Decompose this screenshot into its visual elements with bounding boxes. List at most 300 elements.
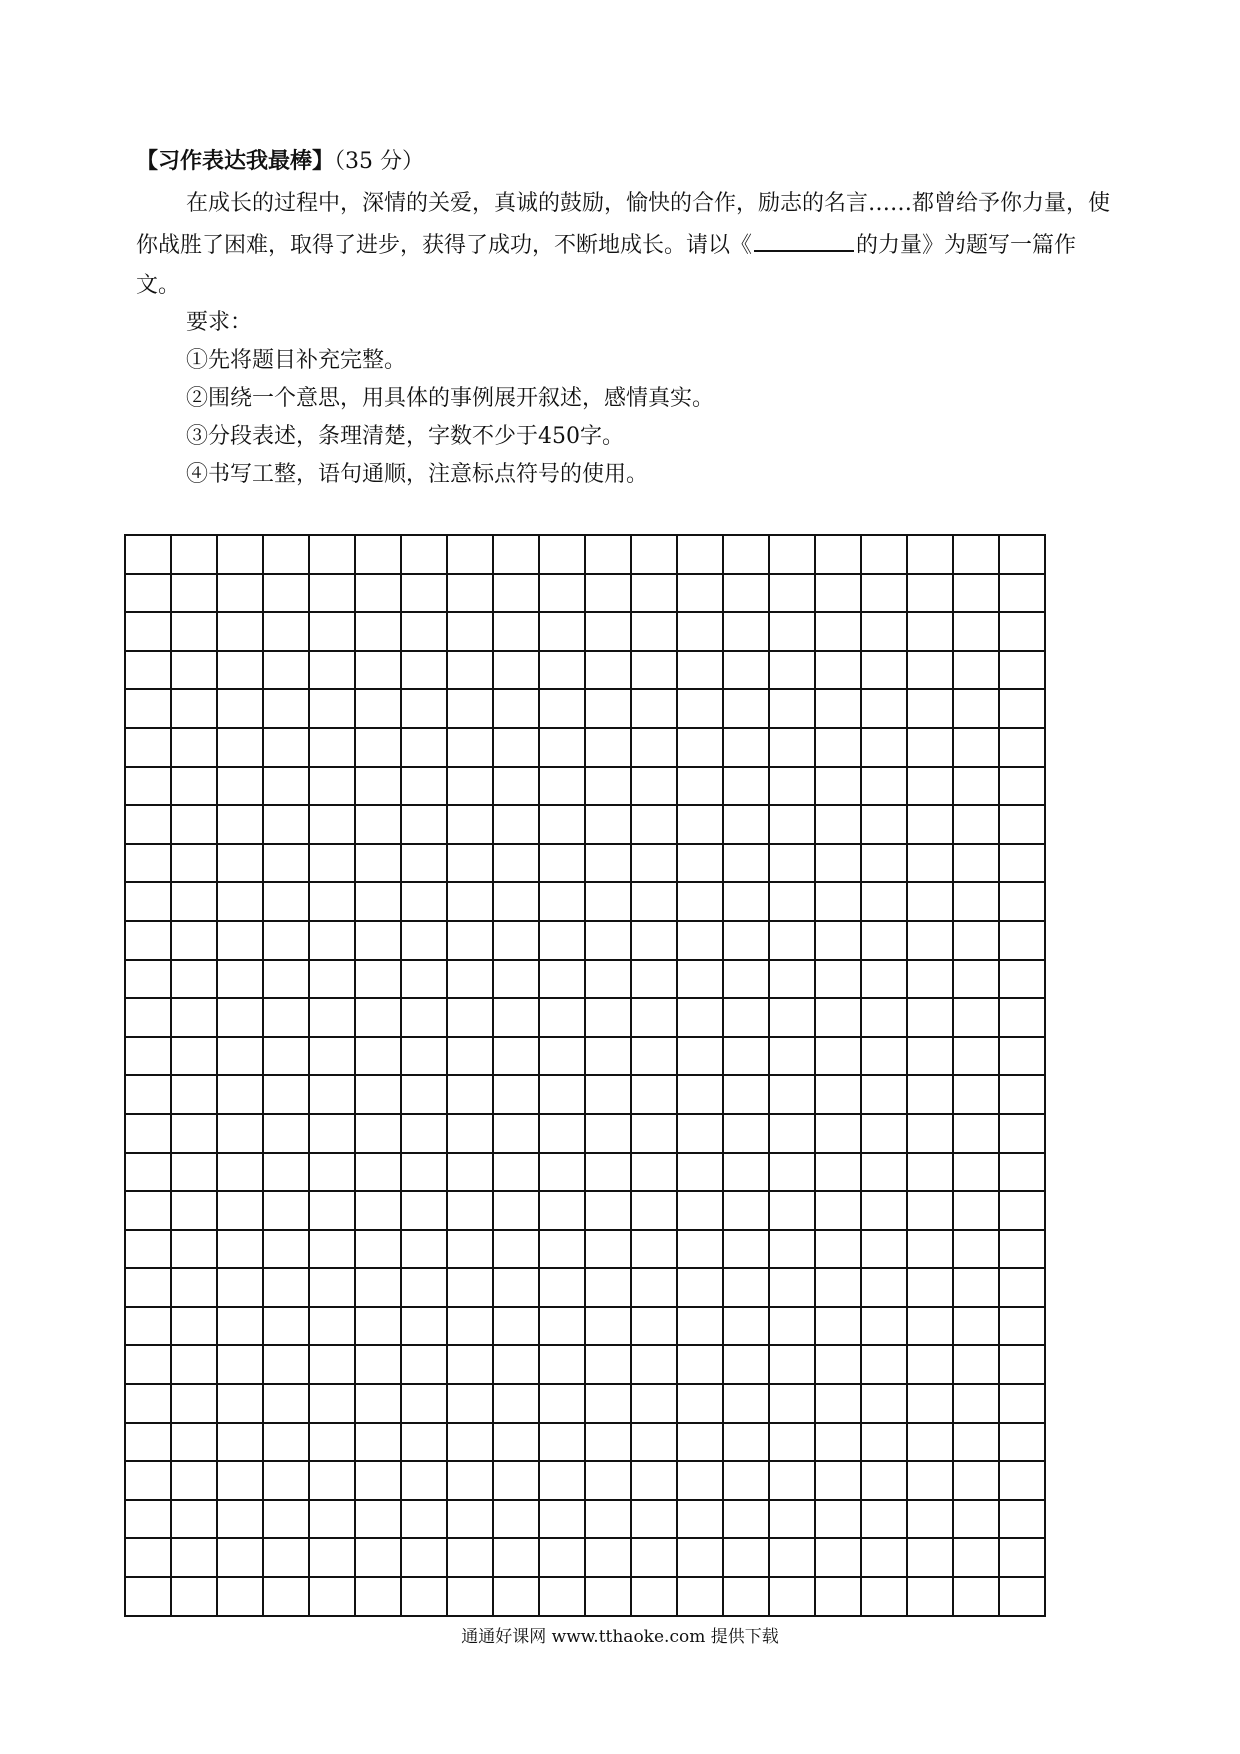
grid-cell[interactable]: [402, 1308, 448, 1347]
grid-cell[interactable]: [678, 845, 724, 884]
grid-cell[interactable]: [310, 1038, 356, 1077]
grid-cell[interactable]: [1000, 1424, 1046, 1463]
grid-cell[interactable]: [678, 806, 724, 845]
grid-cell[interactable]: [126, 1231, 172, 1270]
grid-cell[interactable]: [126, 1462, 172, 1501]
grid-cell[interactable]: [540, 1385, 586, 1424]
grid-cell[interactable]: [586, 1269, 632, 1308]
grid-cell[interactable]: [448, 806, 494, 845]
grid-cell[interactable]: [816, 613, 862, 652]
grid-cell[interactable]: [678, 1424, 724, 1463]
grid-cell[interactable]: [264, 845, 310, 884]
grid-cell[interactable]: [770, 652, 816, 691]
grid-cell[interactable]: [954, 1154, 1000, 1193]
grid-cell[interactable]: [586, 768, 632, 807]
grid-cell[interactable]: [356, 1578, 402, 1617]
grid-cell[interactable]: [218, 1038, 264, 1077]
grid-cell[interactable]: [770, 1076, 816, 1115]
grid-cell[interactable]: [770, 999, 816, 1038]
grid-cell[interactable]: [448, 1385, 494, 1424]
grid-cell[interactable]: [264, 1346, 310, 1385]
grid-cell[interactable]: [218, 922, 264, 961]
grid-cell[interactable]: [954, 1501, 1000, 1540]
grid-cell[interactable]: [724, 1154, 770, 1193]
grid-cell[interactable]: [678, 1385, 724, 1424]
grid-cell[interactable]: [218, 806, 264, 845]
grid-cell[interactable]: [724, 1115, 770, 1154]
grid-cell[interactable]: [1000, 1192, 1046, 1231]
grid-cell[interactable]: [770, 1578, 816, 1617]
grid-cell[interactable]: [632, 1501, 678, 1540]
grid-cell[interactable]: [862, 768, 908, 807]
grid-cell[interactable]: [632, 1231, 678, 1270]
grid-cell[interactable]: [310, 1269, 356, 1308]
grid-cell[interactable]: [540, 1578, 586, 1617]
grid-cell[interactable]: [540, 961, 586, 1000]
grid-cell[interactable]: [586, 729, 632, 768]
grid-cell[interactable]: [264, 613, 310, 652]
grid-cell[interactable]: [540, 1462, 586, 1501]
grid-cell[interactable]: [310, 1578, 356, 1617]
grid-cell[interactable]: [816, 1462, 862, 1501]
grid-cell[interactable]: [126, 883, 172, 922]
grid-cell[interactable]: [954, 883, 1000, 922]
grid-cell[interactable]: [816, 1192, 862, 1231]
grid-cell[interactable]: [632, 1269, 678, 1308]
grid-cell[interactable]: [494, 1578, 540, 1617]
grid-cell[interactable]: [954, 1038, 1000, 1077]
grid-cell[interactable]: [402, 999, 448, 1038]
grid-cell[interactable]: [540, 729, 586, 768]
grid-cell[interactable]: [862, 922, 908, 961]
grid-cell[interactable]: [678, 1501, 724, 1540]
grid-cell[interactable]: [540, 536, 586, 575]
grid-cell[interactable]: [954, 961, 1000, 1000]
grid-cell[interactable]: [402, 1346, 448, 1385]
grid-cell[interactable]: [448, 768, 494, 807]
grid-cell[interactable]: [678, 1231, 724, 1270]
grid-cell[interactable]: [908, 1346, 954, 1385]
grid-cell[interactable]: [1000, 1231, 1046, 1270]
grid-cell[interactable]: [264, 961, 310, 1000]
grid-cell[interactable]: [678, 1308, 724, 1347]
grid-cell[interactable]: [402, 690, 448, 729]
grid-cell[interactable]: [816, 1501, 862, 1540]
grid-cell[interactable]: [264, 1038, 310, 1077]
grid-cell[interactable]: [218, 1539, 264, 1578]
grid-cell[interactable]: [402, 883, 448, 922]
grid-cell[interactable]: [172, 1578, 218, 1617]
grid-cell[interactable]: [494, 652, 540, 691]
grid-cell[interactable]: [264, 536, 310, 575]
grid-cell[interactable]: [586, 1154, 632, 1193]
grid-cell[interactable]: [816, 1539, 862, 1578]
grid-cell[interactable]: [218, 652, 264, 691]
grid-cell[interactable]: [816, 768, 862, 807]
grid-cell[interactable]: [494, 1346, 540, 1385]
grid-cell[interactable]: [264, 729, 310, 768]
grid-cell[interactable]: [264, 1192, 310, 1231]
grid-cell[interactable]: [816, 575, 862, 614]
grid-cell[interactable]: [1000, 999, 1046, 1038]
grid-cell[interactable]: [356, 729, 402, 768]
grid-cell[interactable]: [540, 768, 586, 807]
grid-cell[interactable]: [678, 536, 724, 575]
grid-cell[interactable]: [126, 1539, 172, 1578]
grid-cell[interactable]: [1000, 1038, 1046, 1077]
grid-cell[interactable]: [678, 1115, 724, 1154]
grid-cell[interactable]: [678, 1038, 724, 1077]
grid-cell[interactable]: [586, 1501, 632, 1540]
grid-cell[interactable]: [724, 999, 770, 1038]
grid-cell[interactable]: [172, 883, 218, 922]
grid-cell[interactable]: [678, 1154, 724, 1193]
grid-cell[interactable]: [540, 690, 586, 729]
grid-cell[interactable]: [172, 1346, 218, 1385]
grid-cell[interactable]: [494, 1308, 540, 1347]
grid-cell[interactable]: [402, 1462, 448, 1501]
grid-cell[interactable]: [218, 1385, 264, 1424]
grid-cell[interactable]: [724, 1462, 770, 1501]
grid-cell[interactable]: [402, 1578, 448, 1617]
grid-cell[interactable]: [678, 1192, 724, 1231]
grid-cell[interactable]: [494, 1076, 540, 1115]
grid-cell[interactable]: [172, 575, 218, 614]
grid-cell[interactable]: [540, 1539, 586, 1578]
grid-cell[interactable]: [770, 613, 816, 652]
grid-cell[interactable]: [310, 1308, 356, 1347]
grid-cell[interactable]: [264, 1115, 310, 1154]
grid-cell[interactable]: [540, 1346, 586, 1385]
grid-cell[interactable]: [402, 652, 448, 691]
grid-cell[interactable]: [448, 883, 494, 922]
grid-cell[interactable]: [632, 1385, 678, 1424]
grid-cell[interactable]: [1000, 922, 1046, 961]
grid-cell[interactable]: [908, 1231, 954, 1270]
grid-cell[interactable]: [862, 1385, 908, 1424]
grid-cell[interactable]: [586, 806, 632, 845]
grid-cell[interactable]: [356, 922, 402, 961]
grid-cell[interactable]: [126, 961, 172, 1000]
grid-cell[interactable]: [908, 1115, 954, 1154]
grid-cell[interactable]: [724, 1539, 770, 1578]
grid-cell[interactable]: [310, 961, 356, 1000]
grid-cell[interactable]: [632, 768, 678, 807]
grid-cell[interactable]: [448, 999, 494, 1038]
grid-cell[interactable]: [816, 1269, 862, 1308]
grid-cell[interactable]: [264, 768, 310, 807]
grid-cell[interactable]: [724, 1385, 770, 1424]
grid-cell[interactable]: [724, 1424, 770, 1463]
grid-cell[interactable]: [586, 1076, 632, 1115]
grid-cell[interactable]: [954, 1424, 1000, 1463]
grid-cell[interactable]: [264, 883, 310, 922]
grid-cell[interactable]: [218, 1501, 264, 1540]
grid-cell[interactable]: [310, 575, 356, 614]
grid-cell[interactable]: [1000, 883, 1046, 922]
grid-cell[interactable]: [402, 1154, 448, 1193]
grid-cell[interactable]: [402, 729, 448, 768]
grid-cell[interactable]: [862, 1192, 908, 1231]
grid-cell[interactable]: [586, 999, 632, 1038]
grid-cell[interactable]: [862, 1308, 908, 1347]
grid-cell[interactable]: [586, 575, 632, 614]
grid-cell[interactable]: [218, 1462, 264, 1501]
grid-cell[interactable]: [218, 845, 264, 884]
grid-cell[interactable]: [816, 1076, 862, 1115]
grid-cell[interactable]: [816, 1231, 862, 1270]
grid-cell[interactable]: [770, 1154, 816, 1193]
grid-cell[interactable]: [356, 1346, 402, 1385]
grid-cell[interactable]: [494, 768, 540, 807]
grid-cell[interactable]: [172, 1154, 218, 1193]
grid-cell[interactable]: [862, 961, 908, 1000]
grid-cell[interactable]: [310, 1115, 356, 1154]
grid-cell[interactable]: [540, 1424, 586, 1463]
grid-cell[interactable]: [586, 883, 632, 922]
grid-cell[interactable]: [908, 1076, 954, 1115]
grid-cell[interactable]: [816, 845, 862, 884]
grid-cell[interactable]: [908, 845, 954, 884]
grid-cell[interactable]: [908, 1424, 954, 1463]
grid-cell[interactable]: [632, 1539, 678, 1578]
grid-cell[interactable]: [494, 1462, 540, 1501]
grid-cell[interactable]: [494, 1154, 540, 1193]
grid-cell[interactable]: [632, 1076, 678, 1115]
grid-cell[interactable]: [724, 1269, 770, 1308]
grid-cell[interactable]: [586, 1346, 632, 1385]
grid-cell[interactable]: [1000, 845, 1046, 884]
grid-cell[interactable]: [862, 729, 908, 768]
grid-cell[interactable]: [1000, 961, 1046, 1000]
grid-cell[interactable]: [448, 1038, 494, 1077]
grid-cell[interactable]: [954, 536, 1000, 575]
grid-cell[interactable]: [586, 922, 632, 961]
grid-cell[interactable]: [356, 961, 402, 1000]
writing-grid[interactable]: [124, 534, 1046, 1617]
grid-cell[interactable]: [264, 575, 310, 614]
grid-cell[interactable]: [310, 1539, 356, 1578]
grid-cell[interactable]: [1000, 690, 1046, 729]
grid-cell[interactable]: [540, 922, 586, 961]
grid-cell[interactable]: [632, 922, 678, 961]
grid-cell[interactable]: [816, 806, 862, 845]
grid-cell[interactable]: [678, 652, 724, 691]
grid-cell[interactable]: [448, 1269, 494, 1308]
grid-cell[interactable]: [356, 768, 402, 807]
grid-cell[interactable]: [310, 536, 356, 575]
grid-cell[interactable]: [816, 1385, 862, 1424]
grid-cell[interactable]: [264, 1539, 310, 1578]
grid-cell[interactable]: [770, 922, 816, 961]
grid-cell[interactable]: [908, 768, 954, 807]
grid-cell[interactable]: [954, 1308, 1000, 1347]
grid-cell[interactable]: [356, 1115, 402, 1154]
grid-cell[interactable]: [264, 1578, 310, 1617]
grid-cell[interactable]: [632, 575, 678, 614]
grid-cell[interactable]: [954, 1231, 1000, 1270]
grid-cell[interactable]: [954, 806, 1000, 845]
grid-cell[interactable]: [954, 922, 1000, 961]
grid-cell[interactable]: [172, 1269, 218, 1308]
grid-cell[interactable]: [172, 768, 218, 807]
grid-cell[interactable]: [494, 1269, 540, 1308]
grid-cell[interactable]: [310, 729, 356, 768]
grid-cell[interactable]: [1000, 729, 1046, 768]
grid-cell[interactable]: [218, 1115, 264, 1154]
grid-cell[interactable]: [356, 613, 402, 652]
grid-cell[interactable]: [218, 1269, 264, 1308]
grid-cell[interactable]: [356, 1192, 402, 1231]
grid-cell[interactable]: [908, 1192, 954, 1231]
grid-cell[interactable]: [816, 961, 862, 1000]
grid-cell[interactable]: [494, 1192, 540, 1231]
grid-cell[interactable]: [402, 1385, 448, 1424]
grid-cell[interactable]: [770, 1346, 816, 1385]
grid-cell[interactable]: [540, 1076, 586, 1115]
grid-cell[interactable]: [494, 1385, 540, 1424]
grid-cell[interactable]: [448, 922, 494, 961]
grid-cell[interactable]: [540, 999, 586, 1038]
grid-cell[interactable]: [770, 690, 816, 729]
grid-cell[interactable]: [586, 961, 632, 1000]
grid-cell[interactable]: [816, 652, 862, 691]
grid-cell[interactable]: [402, 922, 448, 961]
grid-cell[interactable]: [1000, 1539, 1046, 1578]
grid-cell[interactable]: [126, 768, 172, 807]
grid-cell[interactable]: [586, 845, 632, 884]
grid-cell[interactable]: [816, 1346, 862, 1385]
grid-cell[interactable]: [908, 575, 954, 614]
grid-cell[interactable]: [172, 1192, 218, 1231]
grid-cell[interactable]: [218, 1424, 264, 1463]
grid-cell[interactable]: [448, 1308, 494, 1347]
grid-cell[interactable]: [678, 961, 724, 1000]
grid-cell[interactable]: [908, 536, 954, 575]
grid-cell[interactable]: [448, 1154, 494, 1193]
grid-cell[interactable]: [954, 1192, 1000, 1231]
grid-cell[interactable]: [448, 1501, 494, 1540]
grid-cell[interactable]: [172, 1076, 218, 1115]
grid-cell[interactable]: [310, 922, 356, 961]
grid-cell[interactable]: [540, 613, 586, 652]
grid-cell[interactable]: [218, 1192, 264, 1231]
grid-cell[interactable]: [264, 652, 310, 691]
grid-cell[interactable]: [632, 961, 678, 1000]
grid-cell[interactable]: [908, 652, 954, 691]
grid-cell[interactable]: [172, 999, 218, 1038]
grid-cell[interactable]: [264, 806, 310, 845]
grid-cell[interactable]: [126, 1308, 172, 1347]
grid-cell[interactable]: [402, 1231, 448, 1270]
grid-cell[interactable]: [770, 536, 816, 575]
grid-cell[interactable]: [310, 1424, 356, 1463]
grid-cell[interactable]: [724, 575, 770, 614]
grid-cell[interactable]: [816, 999, 862, 1038]
grid-cell[interactable]: [678, 575, 724, 614]
grid-cell[interactable]: [862, 1038, 908, 1077]
grid-cell[interactable]: [356, 690, 402, 729]
grid-cell[interactable]: [310, 613, 356, 652]
grid-cell[interactable]: [402, 768, 448, 807]
grid-cell[interactable]: [448, 845, 494, 884]
grid-cell[interactable]: [770, 1115, 816, 1154]
grid-cell[interactable]: [954, 999, 1000, 1038]
grid-cell[interactable]: [356, 1424, 402, 1463]
grid-cell[interactable]: [126, 1192, 172, 1231]
grid-cell[interactable]: [126, 1154, 172, 1193]
grid-cell[interactable]: [218, 961, 264, 1000]
grid-cell[interactable]: [908, 1308, 954, 1347]
grid-cell[interactable]: [448, 1192, 494, 1231]
grid-cell[interactable]: [310, 883, 356, 922]
grid-cell[interactable]: [862, 1269, 908, 1308]
grid-cell[interactable]: [908, 922, 954, 961]
grid-cell[interactable]: [586, 1308, 632, 1347]
grid-cell[interactable]: [954, 613, 1000, 652]
grid-cell[interactable]: [632, 1578, 678, 1617]
grid-cell[interactable]: [310, 1385, 356, 1424]
grid-cell[interactable]: [724, 1038, 770, 1077]
grid-cell[interactable]: [862, 536, 908, 575]
grid-cell[interactable]: [264, 1231, 310, 1270]
grid-cell[interactable]: [310, 1154, 356, 1193]
grid-cell[interactable]: [172, 536, 218, 575]
grid-cell[interactable]: [126, 1346, 172, 1385]
grid-cell[interactable]: [678, 690, 724, 729]
grid-cell[interactable]: [724, 1346, 770, 1385]
grid-cell[interactable]: [908, 729, 954, 768]
grid-cell[interactable]: [586, 1539, 632, 1578]
grid-cell[interactable]: [954, 575, 1000, 614]
grid-cell[interactable]: [356, 1462, 402, 1501]
grid-cell[interactable]: [448, 1424, 494, 1463]
grid-cell[interactable]: [310, 690, 356, 729]
grid-cell[interactable]: [816, 729, 862, 768]
grid-cell[interactable]: [356, 883, 402, 922]
grid-cell[interactable]: [908, 1269, 954, 1308]
grid-cell[interactable]: [356, 1501, 402, 1540]
grid-cell[interactable]: [402, 575, 448, 614]
grid-cell[interactable]: [954, 1269, 1000, 1308]
grid-cell[interactable]: [218, 575, 264, 614]
grid-cell[interactable]: [172, 729, 218, 768]
grid-cell[interactable]: [264, 1462, 310, 1501]
grid-cell[interactable]: [862, 999, 908, 1038]
grid-cell[interactable]: [218, 883, 264, 922]
grid-cell[interactable]: [126, 999, 172, 1038]
grid-cell[interactable]: [862, 1231, 908, 1270]
grid-cell[interactable]: [586, 1192, 632, 1231]
grid-cell[interactable]: [172, 690, 218, 729]
grid-cell[interactable]: [862, 1076, 908, 1115]
grid-cell[interactable]: [218, 1578, 264, 1617]
grid-cell[interactable]: [264, 1076, 310, 1115]
grid-cell[interactable]: [172, 1501, 218, 1540]
grid-cell[interactable]: [172, 1038, 218, 1077]
grid-cell[interactable]: [816, 922, 862, 961]
grid-cell[interactable]: [218, 768, 264, 807]
grid-cell[interactable]: [540, 806, 586, 845]
grid-cell[interactable]: [218, 536, 264, 575]
grid-cell[interactable]: [724, 845, 770, 884]
grid-cell[interactable]: [1000, 768, 1046, 807]
grid-cell[interactable]: [770, 1231, 816, 1270]
grid-cell[interactable]: [586, 690, 632, 729]
grid-cell[interactable]: [402, 613, 448, 652]
grid-cell[interactable]: [172, 961, 218, 1000]
grid-cell[interactable]: [494, 999, 540, 1038]
